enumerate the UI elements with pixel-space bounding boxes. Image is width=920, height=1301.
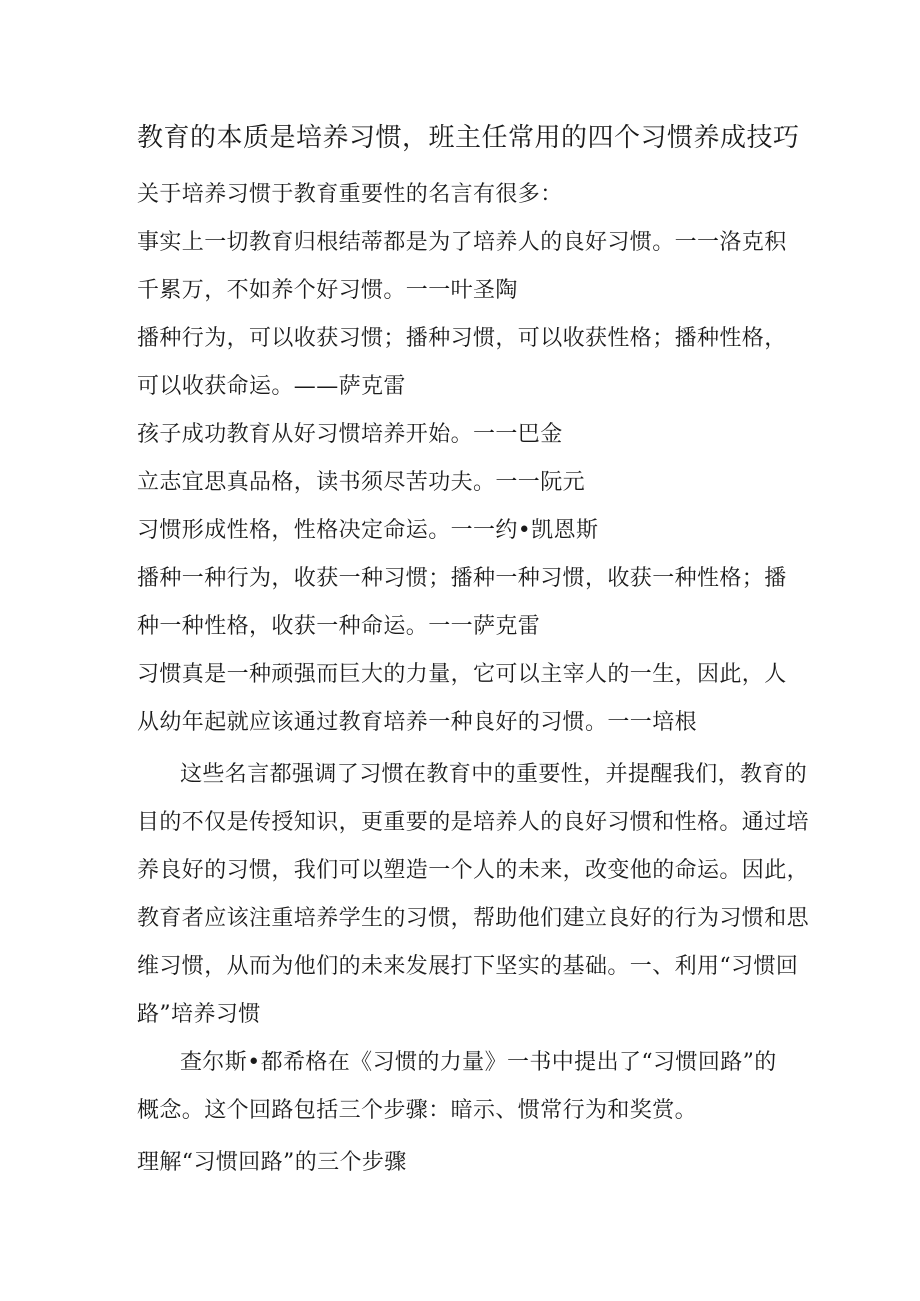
text-line: 立志宜思真品格，读书须尽苦功夫。一一阮元	[137, 470, 586, 495]
text-line: 习惯形成性格，性格决定命运。一一约•凯恩斯	[137, 518, 599, 543]
text-line: 种一种性格，收获一种命运。一一萨克雷	[137, 614, 541, 639]
text-line: 路”培养习惯	[137, 1002, 261, 1027]
text-line: 孩子成功教育从好习惯培养开始。一一巴金	[137, 422, 563, 447]
paragraph-first-line: 查尔斯•都希格在《习惯的力量》一书中提出了“习惯回路”的	[180, 1050, 777, 1075]
text-line: 概念。这个回路包括三个步骤：暗示、惯常行为和奖赏。	[137, 1098, 698, 1123]
text-line: 播种行为，可以收获习惯；播种习惯，可以收获性格；播种性格，	[137, 326, 787, 351]
document-title: 教育的本质是培养习惯，班主任常用的四个习惯养成技巧	[137, 123, 800, 153]
text-line: 从幼年起就应该通过教育培养一种良好的习惯。一一培根	[137, 710, 698, 735]
paragraph-first-line: 这些名言都强调了习惯在教育中的重要性，并提醒我们，教育的	[180, 762, 808, 787]
text-line: 可以收获命运。——萨克雷	[137, 374, 406, 399]
section-heading: 理解“习惯回路”的三个步骤	[137, 1150, 407, 1175]
text-line: 教育者应该注重培养学生的习惯，帮助他们建立良好的行为习惯和思	[137, 906, 810, 931]
text-line: 养良好的习惯，我们可以塑造一个人的未来，改变他的命运。因此，	[137, 858, 810, 883]
text-line: 维习惯，从而为他们的未来发展打下坚实的基础。一、利用“习惯回	[137, 954, 799, 979]
text-line: 千累万，不如养个好习惯。一一叶圣陶	[137, 278, 518, 303]
text-line: 习惯真是一种顽强而巨大的力量，它可以主宰人的一生，因此，人	[137, 662, 787, 687]
text-line: 事实上一切教育归根结蒂都是为了培养人的良好习惯。一一洛克积	[137, 230, 787, 255]
text-line: 关于培养习惯于教育重要性的名言有很多：	[137, 182, 563, 207]
text-line: 目的不仅是传授知识，更重要的是培养人的良好习惯和性格。通过培	[137, 810, 810, 835]
text-line: 播种一种行为，收获一种习惯；播种一种习惯，收获一种性格；播	[137, 566, 787, 591]
